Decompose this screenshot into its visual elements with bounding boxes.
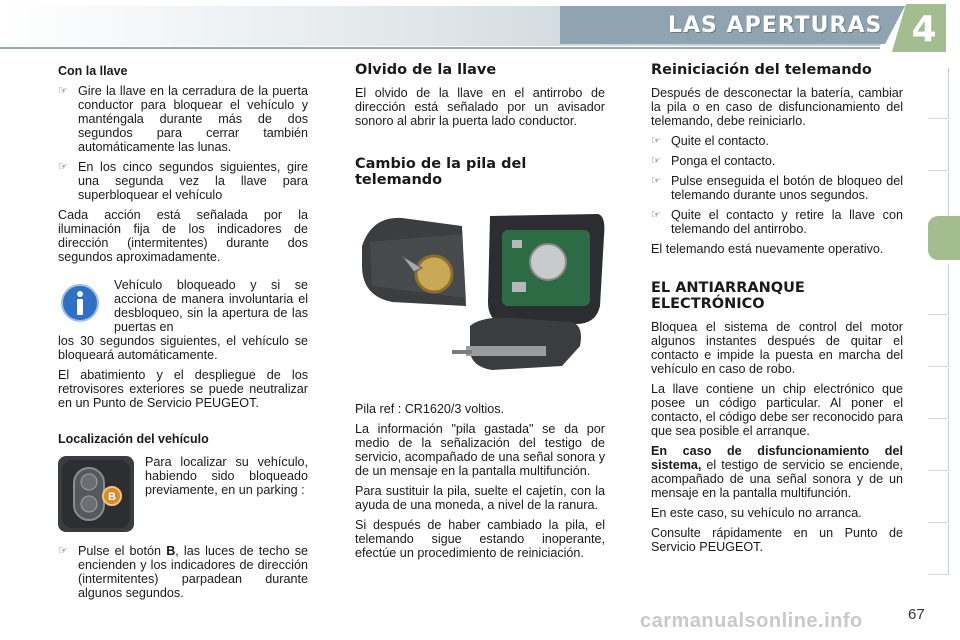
hand-pointer-icon: ☞ — [651, 209, 661, 221]
bullet-item: ☞ En los cinco segundos siguientes, gire una segunda vez la llave para superbloquear el vehículo — [58, 160, 308, 202]
tab[interactable] — [928, 264, 949, 315]
hand-pointer-icon: ☞ — [58, 85, 68, 97]
paragraph: Bloquea el sistema de control del motor algunos instantes después de quitar el contacto e impide la puesta en marcha del vehículo en caso de robo. — [651, 320, 903, 376]
chapter-title: LAS APERTURAS — [668, 13, 883, 38]
info-text: Vehículo bloqueado y si se acciona de manera involuntaria el desbloqueo, sin la apertura de las puertas en — [114, 278, 308, 334]
tab[interactable] — [928, 420, 949, 471]
heading-battery: Cambio de la pila del telemando — [355, 156, 527, 188]
bullet-item: ☞ Gire la llave en la cerradura de la puerta conductor para bloquear el vehículo y manténgala durante más de dos segundos para cerrar también automáticamente las lunas. — [58, 84, 308, 154]
paragraph: Para sustituir la pila, suelte el cajetín, con la ayuda de una moneda, a nivel de la ranura. — [355, 484, 605, 512]
paragraph: La información "pila gastada" se da por medio de la señalización del testigo de servicio, acompañado de una señal sonora y de un mensaje en la pantalla multifunción. — [355, 422, 605, 478]
heading-key: Con la llave — [58, 64, 128, 78]
heading-forget-key: Olvido de la llave — [355, 62, 497, 78]
heading-reinit: Reiniciación del telemando — [651, 62, 872, 78]
hand-pointer-icon: ☞ — [651, 175, 661, 187]
middle-column-text — [355, 402, 605, 566]
right-column — [651, 62, 903, 560]
left-column — [58, 64, 308, 270]
heading-immobiliser: EL ANTIARRANQUE ELECTRÓNICO — [651, 280, 805, 312]
step-item: ☞ Quite el contacto. — [651, 134, 770, 148]
tab-active[interactable] — [928, 216, 960, 260]
paragraph: La llave contiene un chip electrónico que posee un código particular. Al poner el contacto, el código debe ser reconocido para que sea posible el arranque. — [651, 382, 903, 438]
locate-text: Para localizar su vehículo, habiendo sido bloqueado previamente, en un parking : — [145, 455, 308, 497]
bullet-item: ☞ Pulse el botón B, las luces de techo se encienden y los indicadores de dirección (intermitentes) parpadean durante algunos segundos. — [58, 544, 309, 600]
paragraph: Consulte rápidamente en un Punto de Servicio PEUGEOT. — [651, 526, 903, 554]
locate-bullet — [58, 544, 308, 606]
paragraph: En este caso, su vehículo no arranca. — [651, 506, 862, 520]
info-text-cont: los 30 segundos siguientes, el vehículo se bloqueará automáticamente. — [58, 334, 308, 362]
info-icon — [60, 283, 100, 323]
tab[interactable] — [928, 368, 949, 419]
chapter-tabs — [928, 68, 960, 588]
heading-locate: Localización del vehículo — [58, 432, 209, 446]
tab[interactable] — [928, 68, 949, 119]
paragraph: Cada acción está señalada por la iluminación fija de los indicadores de dirección (intermitentes) durante dos segundos aproximadamente. — [58, 208, 308, 264]
hand-pointer-icon: ☞ — [651, 135, 661, 147]
key-button-photo — [58, 456, 134, 532]
info-note — [114, 278, 308, 334]
paragraph: Si después de haber cambiado la pila, el telemando sigue estando inoperante, efectúe un procedimiento de reiniciación. — [355, 518, 605, 560]
left-column-cont — [58, 334, 308, 416]
tab[interactable] — [928, 524, 949, 575]
hand-pointer-icon: ☞ — [651, 155, 661, 167]
button-b-label: B — [108, 491, 116, 503]
chapter-header — [0, 0, 960, 56]
hand-pointer-icon: ☞ — [58, 545, 68, 557]
paragraph: El abatimiento y el despliegue de los retrovisores exteriores se puede neutralizar en un Punto de Servicio PEUGEOT. — [58, 368, 308, 410]
watermark: carmanualsonline.info — [640, 610, 863, 632]
remote-battery-photo — [362, 206, 606, 386]
paragraph: El olvido de la llave en el antirrobo de dirección está señalado por un avisador sonoro al abrir la puerta lado conductor. — [355, 86, 605, 128]
tab[interactable] — [928, 316, 949, 367]
tab[interactable] — [928, 120, 949, 171]
hand-pointer-icon: ☞ — [58, 161, 68, 173]
page-number: 67 — [908, 606, 925, 623]
chapter-number: 4 — [911, 9, 937, 50]
paragraph: En caso de disfuncionamiento del sistema, el testigo de servicio se enciende, acompañado de una señal sonora y de un mensaje en la pantalla multifunción. — [651, 444, 903, 500]
step-item: ☞ Pulse enseguida el botón de bloqueo del telemando durante unos segundos. — [651, 174, 903, 202]
step-item: ☞ Quite el contacto y retire la llave con telemando del antirrobo. — [651, 208, 903, 236]
middle-column — [355, 62, 605, 196]
paragraph: Pila ref : CR1620/3 voltios. — [355, 402, 505, 416]
locate-section — [58, 432, 308, 452]
paragraph: Después de desconectar la batería, cambiar la pila o en caso de disfuncionamiento del telemando, debe reiniciarlo. — [651, 86, 903, 128]
paragraph: El telemando está nuevamente operativo. — [651, 242, 884, 256]
tab[interactable] — [928, 472, 949, 523]
step-item: ☞ Ponga el contacto. — [651, 154, 776, 168]
